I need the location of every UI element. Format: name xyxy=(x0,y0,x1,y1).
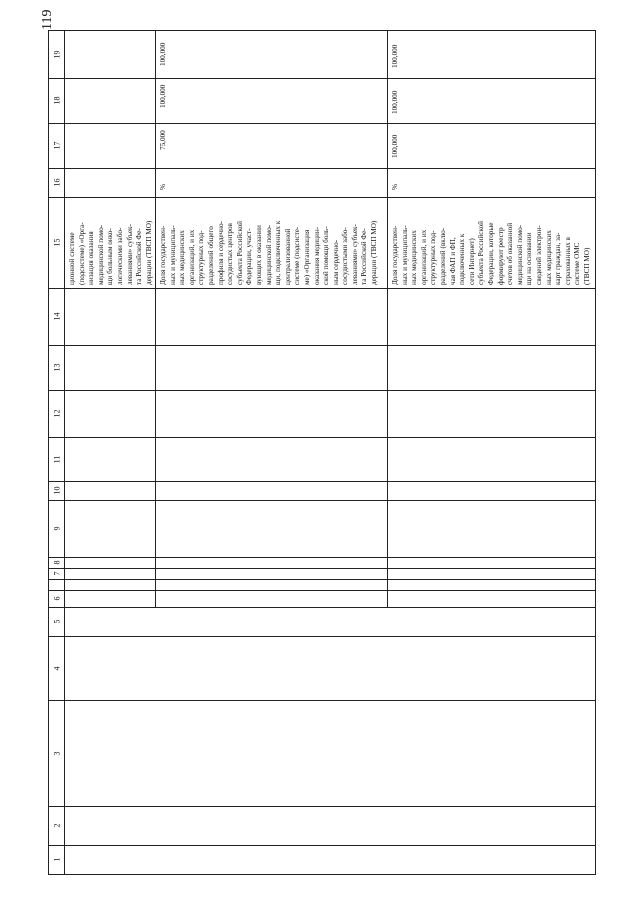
table-border-top xyxy=(48,30,595,31)
column-header: 5 xyxy=(52,619,62,624)
table-border-bottom xyxy=(48,874,595,875)
value-cell: 100,000 xyxy=(391,90,399,114)
column-header: 15 xyxy=(52,238,62,247)
col-divider xyxy=(48,437,595,438)
column-header: 10 xyxy=(52,486,62,495)
column-header: 16 xyxy=(52,178,62,187)
column-header: 13 xyxy=(52,363,62,372)
col-divider xyxy=(48,845,595,846)
indicator-name-cell: Доля государствен- ных и муниципаль- ных медицинских организаций, и их структурных под- разделений общего профиля и сердечно- сосудистых центров субъекта Российской Федерации, участ- вующих в оказании медицинской помо- щи, подключенных к централизованной системе (подсисте- ме) «Организация оказания медицин- ской помощи боль- ным сердечно- сосудистыми забо- леваниями» субъек- та Российской Фе- дерации (ТВСП МО) xyxy=(159,220,379,285)
col-divider xyxy=(48,500,595,501)
page-number: 119 xyxy=(40,9,55,30)
row-divider xyxy=(387,30,388,607)
col-divider xyxy=(48,590,595,591)
column-header: 7 xyxy=(52,571,62,576)
table-border-left xyxy=(48,30,49,875)
value-cell: 100,000 xyxy=(159,84,167,108)
indicator-name-cell: ционной системе (подсистеме) «Орга- низация оказания медицинской помо- щи больным онко- логическими забо- леваниями» субъек- та Российской Фе- дерации (ТВСП МО) xyxy=(68,220,153,285)
col-divider xyxy=(48,288,595,289)
column-header: 19 xyxy=(52,50,62,58)
col-divider xyxy=(48,607,595,608)
column-header: 12 xyxy=(52,409,62,418)
value-cell: 100,000 xyxy=(391,44,399,68)
column-header: 18 xyxy=(52,96,62,105)
col-divider xyxy=(48,123,595,124)
column-header: 2 xyxy=(52,823,62,828)
row-divider xyxy=(155,30,156,607)
col-divider xyxy=(48,636,595,637)
header-divider xyxy=(64,30,65,875)
column-header: 11 xyxy=(52,455,62,463)
column-header: 6 xyxy=(52,596,62,601)
value-cell: 75,000 xyxy=(159,130,167,150)
col-divider xyxy=(48,579,595,580)
column-header: 14 xyxy=(52,312,62,321)
column-header: 4 xyxy=(52,666,62,670)
col-divider xyxy=(48,345,595,346)
col-divider xyxy=(48,78,595,79)
table-border-right xyxy=(595,30,596,875)
col-divider xyxy=(48,481,595,482)
col-divider xyxy=(48,568,595,569)
col-divider xyxy=(48,557,595,558)
column-header: 17 xyxy=(52,141,62,150)
column-header: 8 xyxy=(52,560,62,565)
col-divider xyxy=(48,700,595,701)
col-divider xyxy=(48,390,595,391)
col-divider xyxy=(48,197,595,198)
value-cell: 100,000 xyxy=(159,42,167,66)
column-header: 3 xyxy=(52,751,62,755)
column-header: 1 xyxy=(52,857,62,862)
indicator-name-cell: Доля государствен- ных и муниципаль- ных медицинских организаций, и их структурных под- разделений (вклю- чая ФАП и ФП, подключенных к сети Интернет) субъекта Российской Федерации, которые формируют реестр счетов об оказанной медицинской помо- щи на основании сведений электрон- ных медицинских карт граждан, за- страхованных в системе ОМС (ТВСП МО) xyxy=(391,220,591,285)
column-header: 9 xyxy=(52,526,62,531)
col-divider xyxy=(48,168,595,169)
value-cell: 100,000 xyxy=(391,134,399,158)
unit-cell: % xyxy=(391,184,399,190)
col-divider xyxy=(48,806,595,807)
unit-cell: % xyxy=(159,184,167,190)
